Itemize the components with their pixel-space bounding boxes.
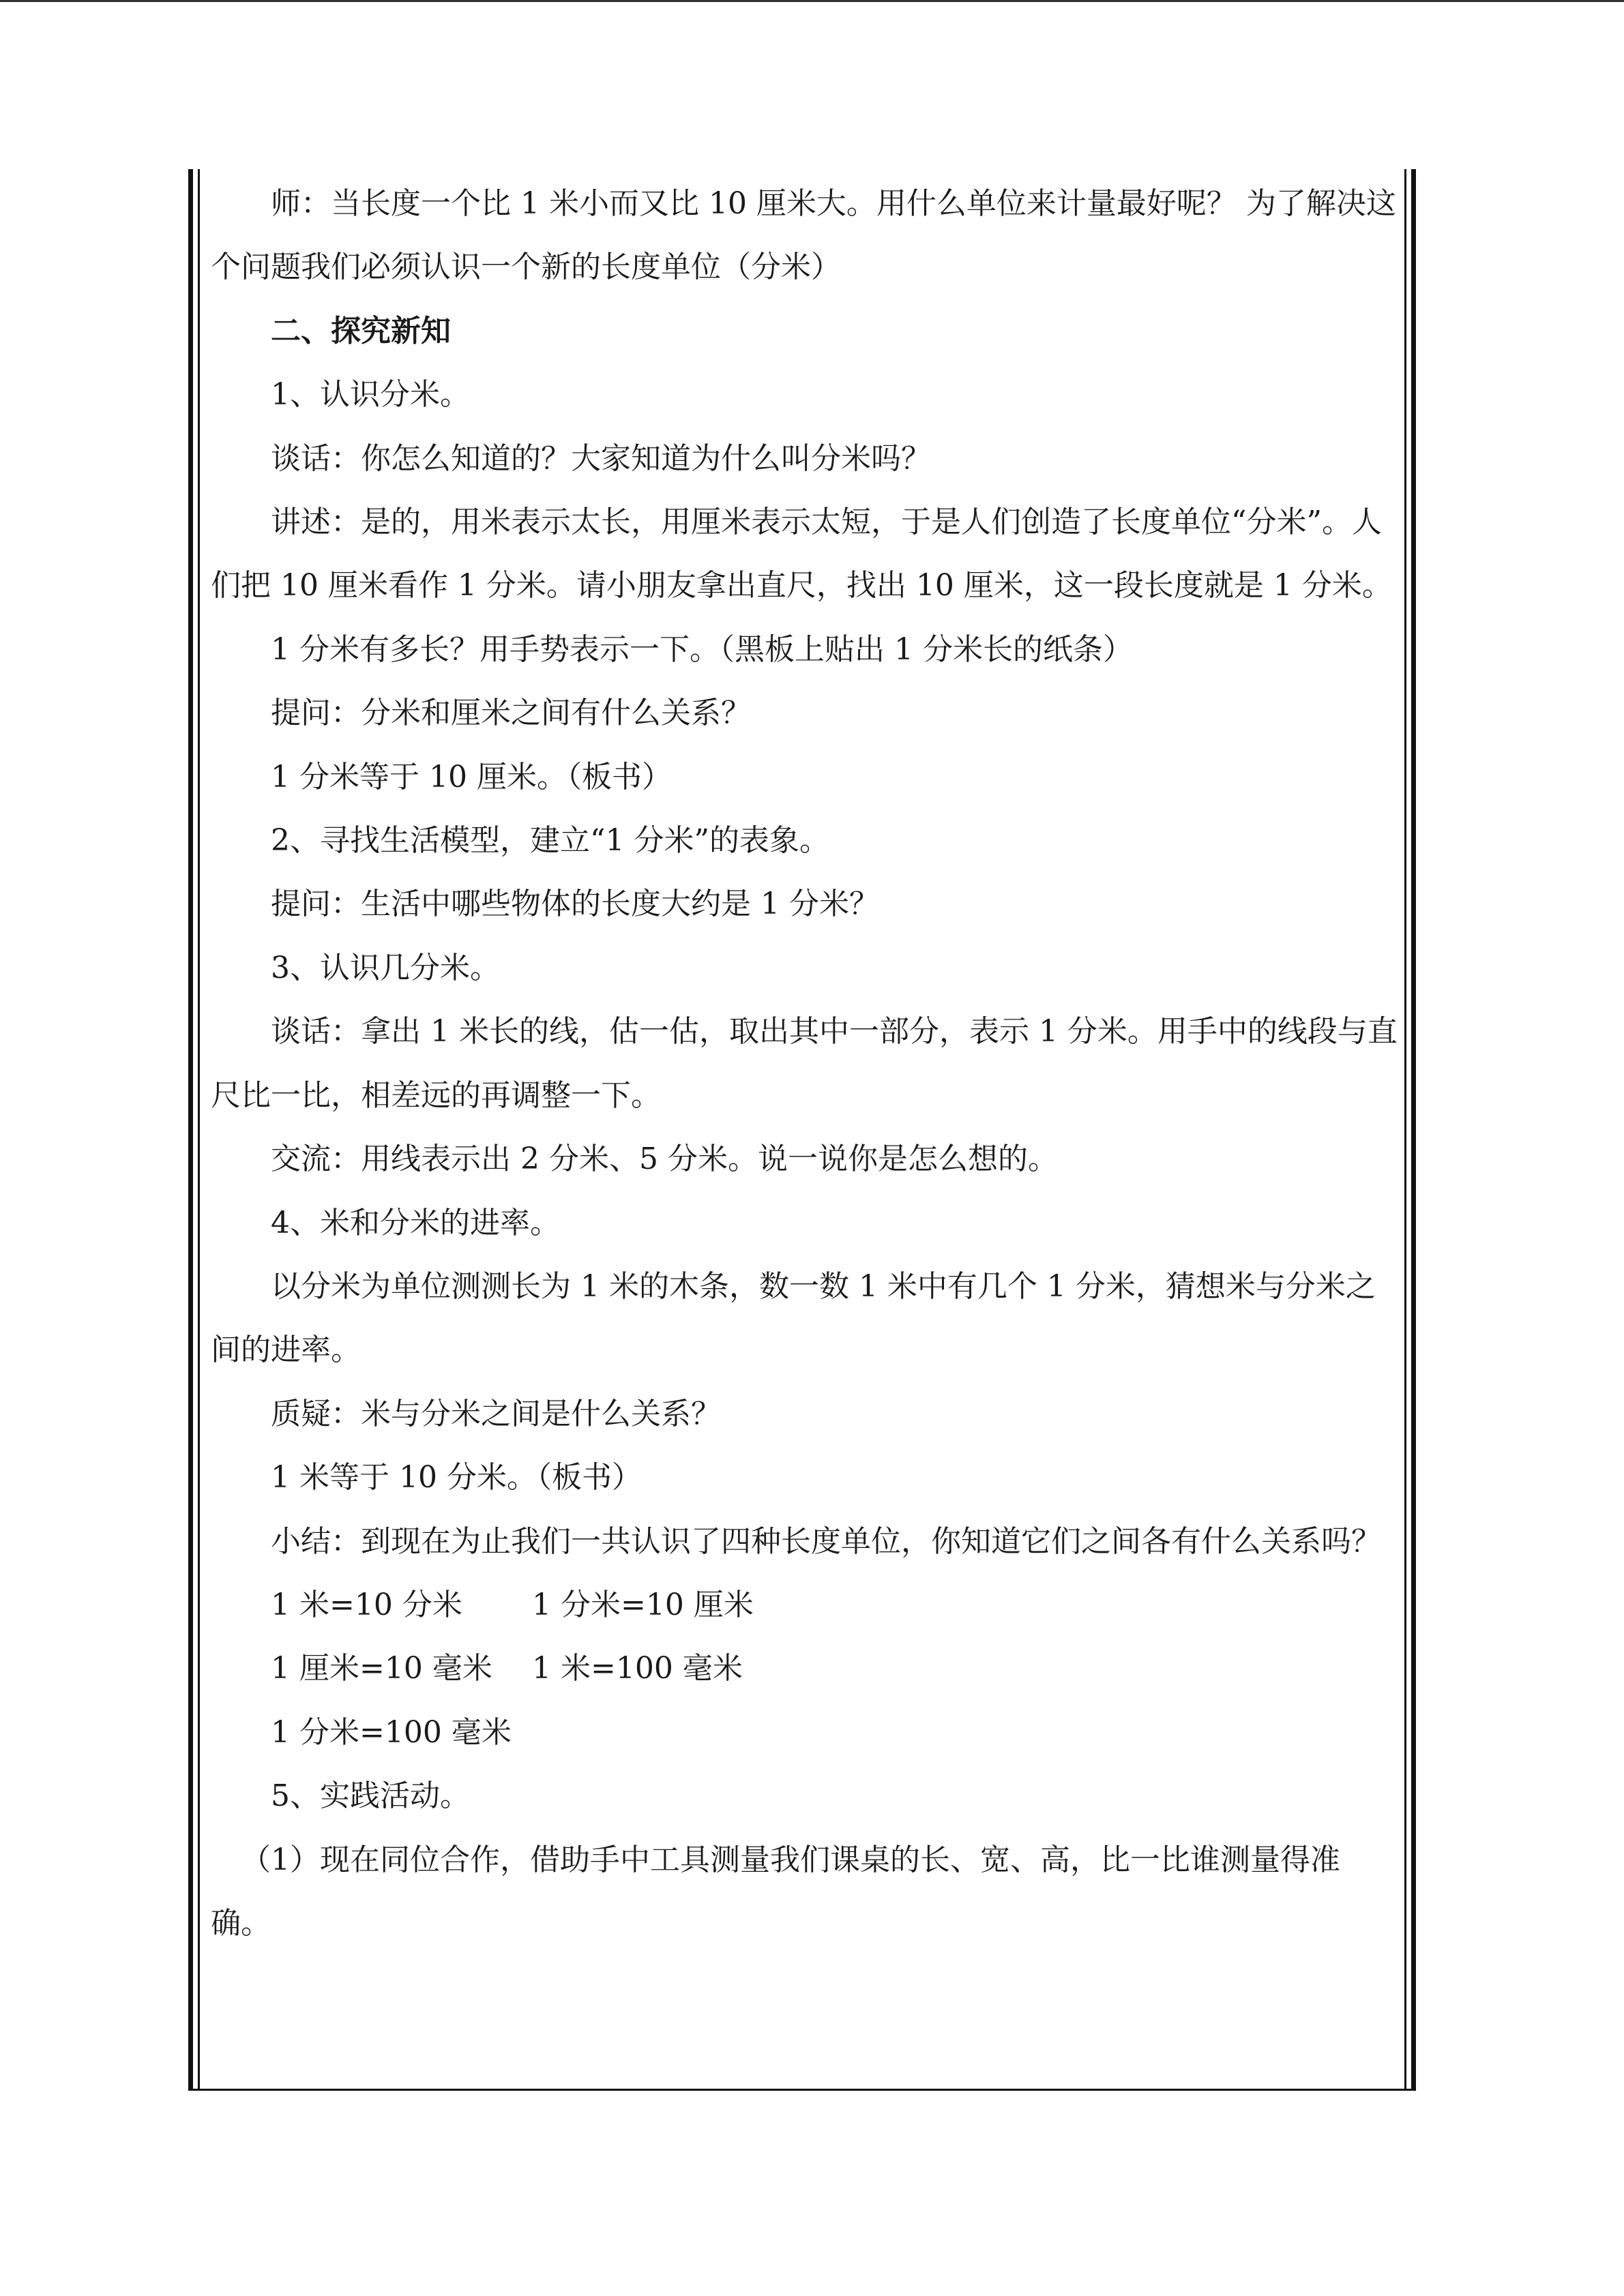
step-heading-3: 3、认识几分米。 xyxy=(271,950,500,985)
summary-paragraph: 小结：到现在为止我们一共认识了四种长度单位，你知道它们之间各有什么关系吗？ xyxy=(271,1523,1381,1559)
intro-paragraph: 师：当长度一个比 1 米小而又比 10 厘米大。用什么单位来计量最好呢？ 为了解决这个问题我们必须认识一个新的长度单位（分米） xyxy=(211,186,1396,285)
gesture-paragraph: 1 分米有多长？用手势表示一下。（黑板上贴出 1 分米长的纸条） xyxy=(271,631,1133,667)
query-paragraph: 质疑：米与分米之间是什么关系？ xyxy=(271,1396,721,1431)
exchange-paragraph: 交流：用线表示出 2 分米、5 分米。说一说你是怎么想的。 xyxy=(271,1142,1058,1177)
section-heading-explore: 二、探究新知 xyxy=(271,313,451,348)
lesson-content xyxy=(211,172,1398,1955)
dialogue-paragraph: 谈话：拿出 1 米长的线，估一估，取出其中一部分，表示 1 分米。用手中的线段与直尺比一比，相差远的再调整一下。 xyxy=(211,1014,1398,1113)
unit-relation: 1 厘米=10 毫米 xyxy=(271,1651,492,1686)
unit-relation: 1 分米=100 毫米 xyxy=(271,1714,512,1750)
page-top-rule xyxy=(0,0,1624,2)
activity-item: （1）现在同位合作，借助手中工具测量我们课桌的长、宽、高，比一比谁测量得准确。 xyxy=(211,1842,1340,1941)
unit-relation-row xyxy=(211,1573,1398,1637)
unit-relation: 1 米=10 分米 xyxy=(271,1587,462,1622)
unit-relation: 1 分米=10 厘米 xyxy=(532,1587,754,1622)
dialogue-paragraph: 谈话：你怎么知道的？大家知道为什么叫分米吗？ xyxy=(271,441,931,476)
board-note-paragraph: 1 分米等于 10 厘米。（板书） xyxy=(271,759,672,794)
unit-relation-row xyxy=(211,1701,1398,1764)
step-heading-2: 2、寻找生活模型，建立“1 分米”的表象。 xyxy=(271,823,829,859)
question-paragraph: 提问：分米和厘米之间有什么关系？ xyxy=(271,696,751,731)
frame-right-outer-border xyxy=(1411,169,1416,2091)
measure-paragraph: 以分米为单位测测长为 1 米的木条，数一数 1 米中有几个 1 分米，猜想米与分米之间的进率。 xyxy=(211,1268,1376,1368)
frame-left-inner-border xyxy=(198,169,200,2091)
frame-right-inner-border xyxy=(1404,169,1406,2091)
question-paragraph: 提问：生活中哪些物体的长度大约是 1 分米？ xyxy=(271,886,879,922)
step-heading-1: 1、认识分米。 xyxy=(271,377,470,413)
unit-relation-row xyxy=(211,1637,1398,1700)
unit-relation: 1 米=100 毫米 xyxy=(532,1651,743,1686)
step-heading-4: 4、米和分米的进率。 xyxy=(271,1205,560,1240)
frame-bottom-border xyxy=(188,2089,1416,2091)
step-heading-5: 5、实践活动。 xyxy=(271,1778,470,1814)
frame-left-outer-border xyxy=(188,169,193,2091)
narration-paragraph: 讲述：是的，用米表示太长，用厘米表示太短，于是人们创造了长度单位“分米”。人们把 10 厘米看作 1 分米。请小朋友拿出直尺，找出 10 厘米，这一段长度就是 1 分米。 xyxy=(211,505,1392,603)
board-note-paragraph: 1 米等于 10 分米。（板书） xyxy=(271,1460,642,1495)
